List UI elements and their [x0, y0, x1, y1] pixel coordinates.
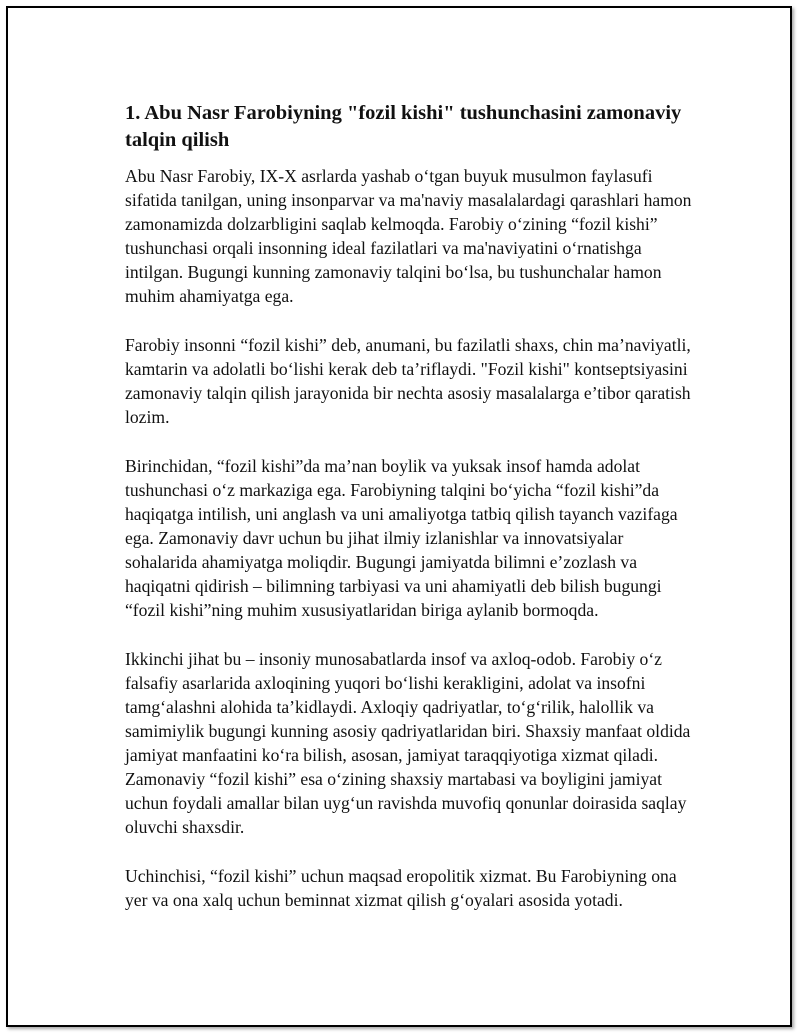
paragraph-1: Abu Nasr Farobiy, IX-X asrlarda yashab o‘tgan buyuk musulmon faylasufi sifatida tanilgan, uning insonparvar va ma'naviy masalalardagi qarashlari hamon zamonamizda dolzarbligini saqlab kelmoqda. Farobiy o‘zining “fozil kishi” tushunchasi orqali insonning ideal fazilatlari va ma'naviyatini o‘rnatishga intilgan. Bugungi kunning zamonaviy talqini bo‘lsa, bu tushunchalar hamon muhim ahamiyatga ega. [125, 166, 692, 306]
document-page [6, 6, 792, 1027]
paragraph-2: Farobiy insonni “fozil kishi” deb, anumani, bu fazilatli shaxs, chin ma’naviyatli, kamtarin va adolatli bo‘lishi kerak deb ta’riflaydi. "Fozil kishi" kontseptsiyasini zamonaviy talqin qilish jarayonida bir nechta asosiy masalalarga e’tibor qaratish lozim. [125, 335, 691, 427]
paragraph-5: Uchinchisi, “fozil kishi” uchun maqsad eropolitik xizmat. Bu Farobiyning ona yer va ona xalq uchun beminnat xizmat qilish g‘oyalari asosida yotadi. [125, 866, 677, 910]
document-body [125, 100, 697, 937]
paragraph-3: Birinchidan, “fozil kishi”da ma’nan boylik va yuksak insof hamda adolat tushunchasi o‘z markaziga ega. Farobiyning talqini bo‘yicha “fozil kishi”da haqiqatga intilish, uni anglash va uni amaliyotga tatbiq qilish tayanch vazifaga ega. Zamonaviy davr uchun bu jihat ilmiy izlanishlar va innovatsiyalar sohalarida ahamiyatga moliqdir. Bugungi jamiyatda bilimni e’zozlash va haqiqatni qidirish – bilimning tarbiyasi va uni ahamiyatli deb bilish bugungi “fozil kishi”ning muhim xususiyatlaridan biriga aylanib bormoqda. [125, 456, 678, 620]
document-title: 1. Abu Nasr Farobiyning "fozil kishi" tushunchasini zamonaviy talqin qilish [125, 102, 682, 151]
paragraph-4: Ikkinchi jihat bu – insoniy munosabatlarda insof va axloq-odob. Farobiy o‘z falsafiy asarlarida axloqining yuqori bo‘lishi kerakligini, adolat va insofni tamg‘alashni alohida ta’kidlaydi. Axloqiy qadriyatlar, to‘g‘rilik, halollik va samimiylik bugungi kunning asosiy qadriyatlaridan biri. Shaxsiy manfaat oldida jamiyat manfaatini ko‘ra bilish, asosan, jamiyat taraqqiyotiga xizmat qiladi. Zamonaviy “fozil kishi” esa o‘zining shaxsiy martabasi va boyligini jamiyat uchun foydali amallar bilan uyg‘un ravishda muvofiq qonunlar doirasida saqlay oluvchi shaxsdir. [125, 649, 691, 837]
